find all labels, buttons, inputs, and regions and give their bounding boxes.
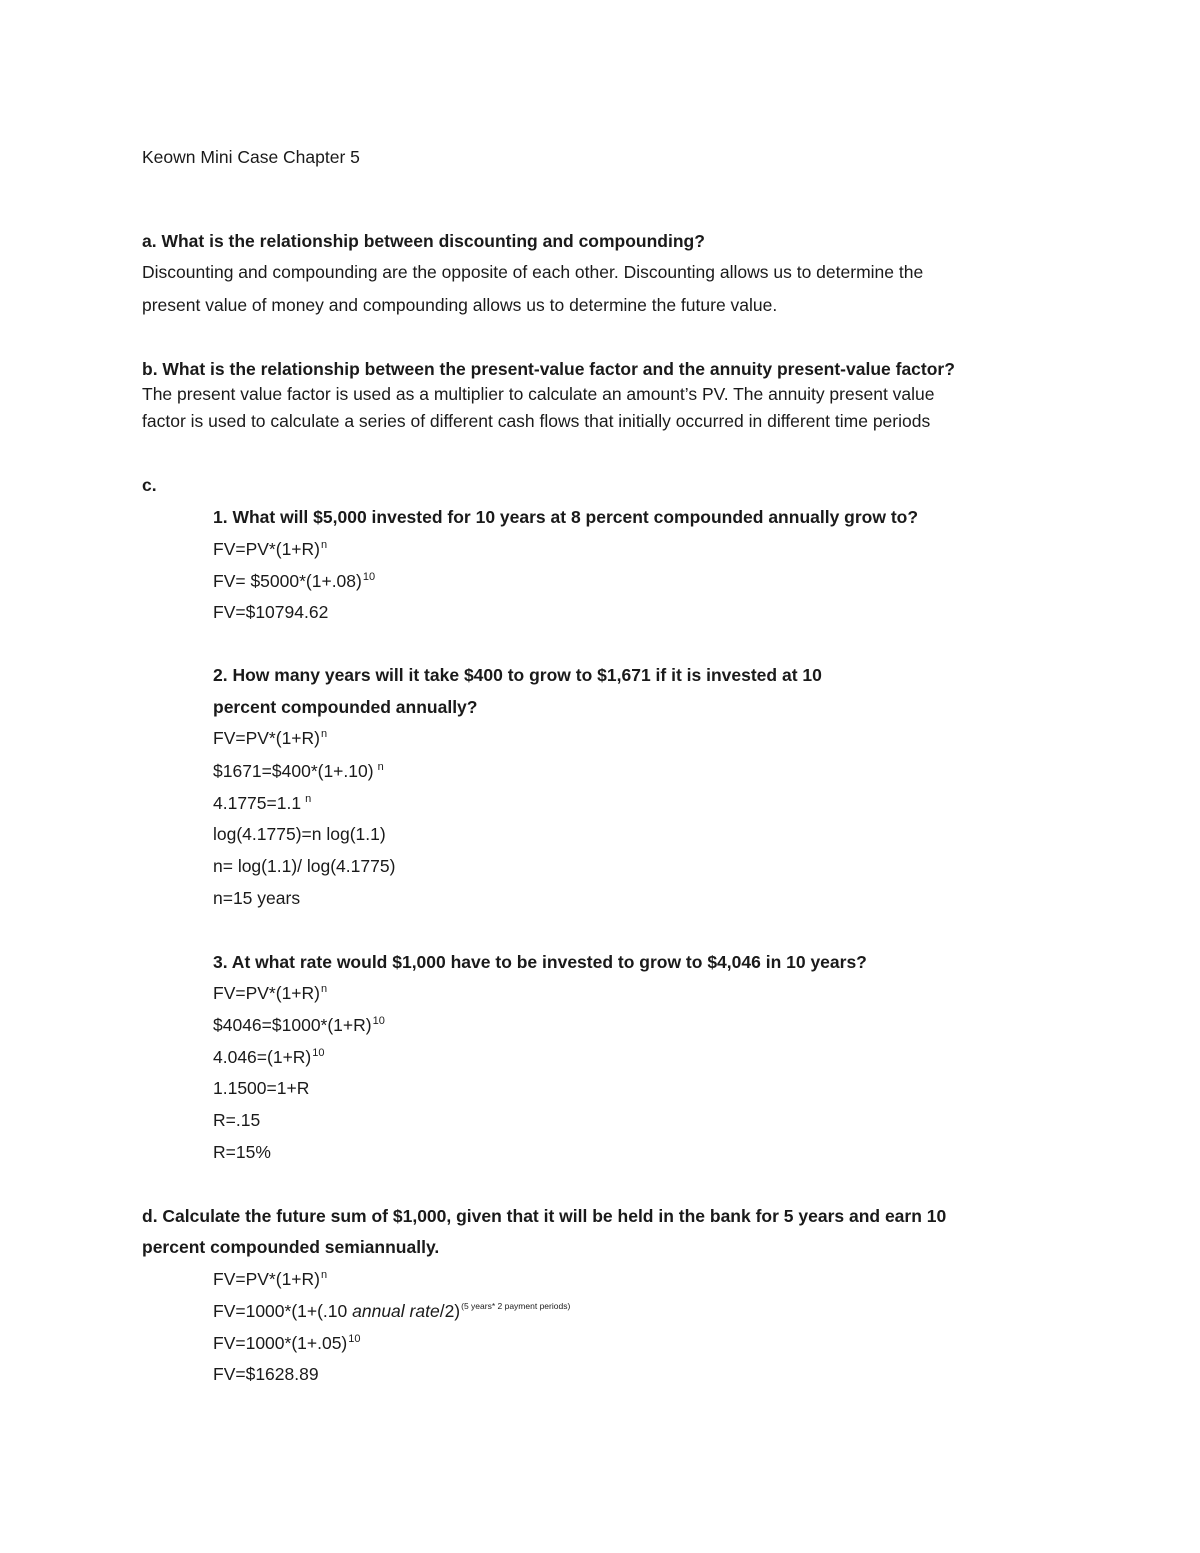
c3-formula: $FV=PV*(1+R)^n$: [213, 982, 328, 1003]
c2-step-1: $1671=$400*(1+.10) $^n$: [213, 760, 384, 781]
d-step-2: $FV=1000*(1+.05)^{10}$: [213, 1332, 361, 1353]
answer-b-line-1: The present value factor is used as a multiplier to calculate an amount’s PV. The annuity present value: [142, 384, 935, 404]
c2-formula: $FV=PV*(1+R)^n$: [213, 727, 328, 748]
answer-b-line-2: factor is used to calculate a series of different cash flows that initially occurred in different time periods: [142, 411, 931, 431]
c2-step-2: 4.1775=1.1 $^n$: [213, 792, 312, 813]
question-c1: 1. What will $5,000 invested for 10 years at 8 percent compounded annually grow to?: [213, 507, 919, 527]
answer-a-line-1: Discounting and compounding are the opposite of each other. Discounting allows us to determine the: [142, 262, 924, 282]
document-title: Keown Mini Case Chapter 5: [142, 147, 360, 167]
c1-step-1: $FV= \$5000*(1+.08)^{10}$: [213, 570, 376, 591]
question-d-line-1: d. Calculate the future sum of $1,000, given that it will be held in the bank for 5 years and earn 10: [142, 1206, 947, 1226]
d-result: FV=$1628.89: [213, 1364, 319, 1384]
question-c2-line-1: 2. How many years will it take $400 to grow to $1,671 if it is invested at 10: [213, 665, 822, 685]
c3-step-1: $\$4046=\$1000*(1+R)^{10}$: [213, 1014, 385, 1035]
c1-result: FV=$10794.62: [213, 602, 329, 622]
question-c3: 3. At what rate would $1,000 have to be invested to grow to $4,046 in 10 years?: [213, 952, 867, 972]
question-d-line-2: percent compounded semiannually.: [142, 1237, 440, 1257]
c3-result: R=15%: [213, 1142, 271, 1162]
c3-step-3: 1.1500=1+R: [213, 1078, 310, 1098]
d-formula: $FV=PV*(1+R)^n$: [213, 1268, 328, 1289]
d-step-1: FV=1000*(1+(.10 annual rate/2)$^{(5 years* 2 payment periods)}$: [213, 1301, 571, 1321]
c3-step-4: R=.15: [213, 1110, 261, 1130]
c3-step-2: $4.046=(1+R)^{10}$: [213, 1046, 325, 1067]
c1-formula: $FV=PV*(1+R)^n$: [213, 538, 328, 559]
answer-a-line-2: present value of money and compounding allows us to determine the future value.: [142, 295, 778, 315]
question-a: a. What is the relationship between discounting and compounding?: [142, 231, 705, 251]
section-c-label: c.: [142, 475, 157, 495]
question-c2-line-2: percent compounded annually?: [213, 697, 478, 717]
c2-result: n=15 years: [213, 888, 301, 908]
c2-step-3: log(4.1775)=n log(1.1): [213, 824, 386, 844]
c2-step-4: n= log(1.1)/ log(4.1775): [213, 856, 396, 876]
question-b: b. What is the relationship between the present-value factor and the annuity present-value factor?: [142, 359, 955, 379]
